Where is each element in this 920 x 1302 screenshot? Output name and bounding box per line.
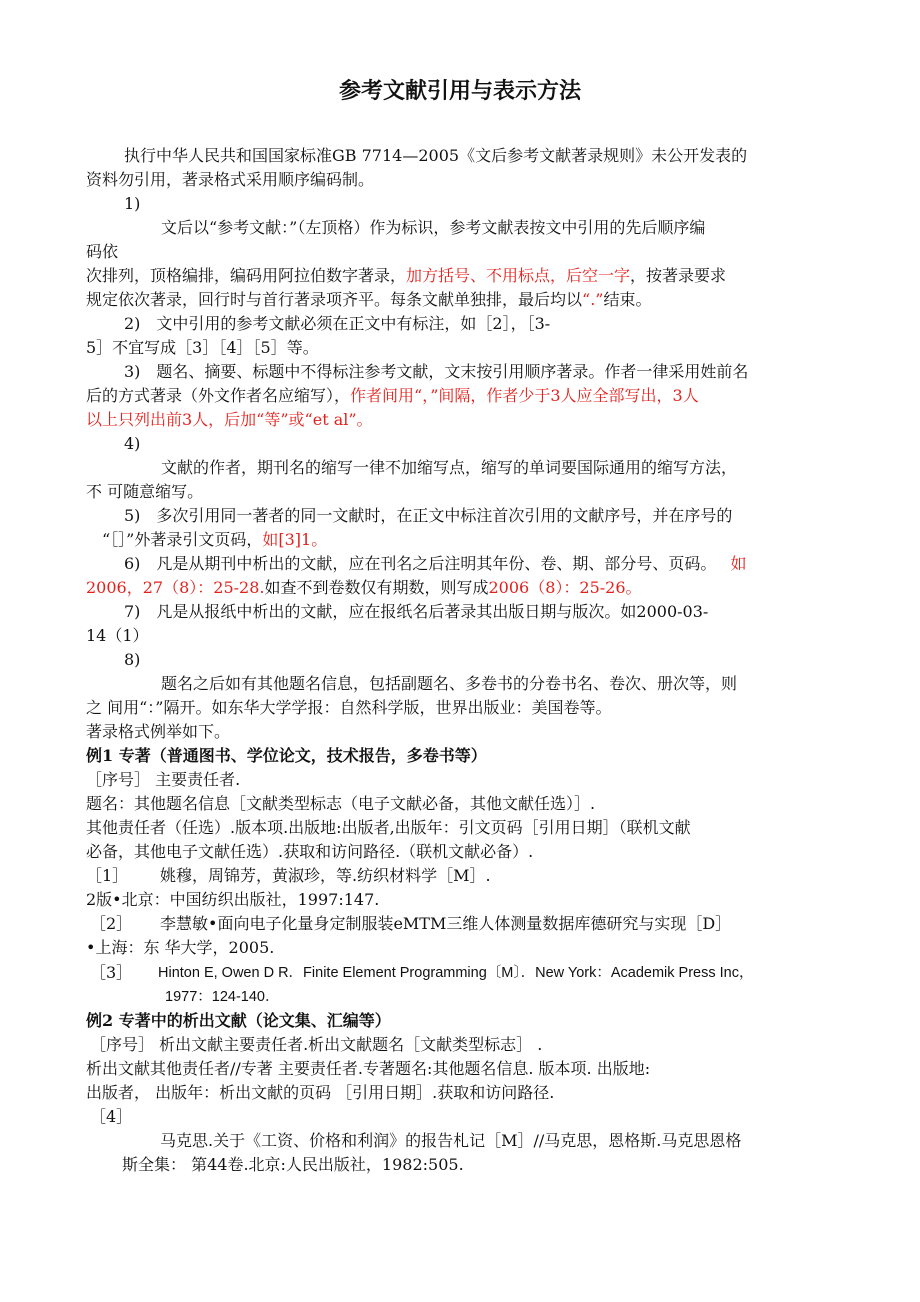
rule-6-line-1-text: 6) 凡是从期刊中析出的文献，应在刊名之后注明其年份、卷、期、部分号、页码。 <box>124 554 717 573</box>
reference-2-line-1: 李慧敏•面向电子化量身定制服装eMTM三维人体测量数据库德研究与实现［D］ <box>160 914 732 933</box>
rule-2-line-1: 2) 文中引用的参考文献必须在正文中有标注，如［2］，［3- <box>124 314 551 333</box>
rule-6-line-2 <box>86 577 642 599</box>
reference-3-line-2: 1977：124-140． <box>165 989 280 1005</box>
page-title: 参考文献引用与表示方法 <box>338 79 581 104</box>
rule-1-line-1: 文后以“参考文献：”（左顶格）作为标识，参考文献表按文中引用的先后顺序编 <box>161 218 706 237</box>
rule-1-line-4-tail: 结束。 <box>603 290 652 309</box>
rule-5-line-2-text: “［］”外著录引文页码， <box>102 530 263 549</box>
reference-1-number: ［1］ <box>86 866 129 885</box>
rule-3-line-2 <box>86 385 699 407</box>
example-2-line-1: ［序号］ 析出文献主要责任者.析出文献题名［文献类型标志］ . <box>90 1035 543 1054</box>
rule-6-example-label: 如 <box>730 554 747 573</box>
rule-8-number: 8) <box>124 650 141 669</box>
rule-5-line-1: 5) 多次引用同一著者的同一文献时，在正文中标注首次引用的文献序号，并在序号的 <box>124 506 733 525</box>
example-1-heading: 例1 专著（普通图书、学位论文，技术报告，多卷书等） <box>86 746 487 765</box>
rule-1-line-4 <box>86 289 651 311</box>
example-1-line-1: ［序号］ 主要责任者. <box>86 770 241 789</box>
rule-1-line-3-text: 次排列，顶格编排，编码用阿拉伯数字著录， <box>86 266 407 285</box>
reference-1-line-1: 姚穆，周锦芳，黄淑珍，等.纺织材料学［M］. <box>160 866 491 885</box>
reference-1-line-2: 2版•北京：中国纺织出版社，1997:147. <box>86 890 380 909</box>
example-2-line-2: 析出文献其他责任者//专著 主要责任者.专著题名:其他题名信息. 版本项. 出版地: <box>86 1059 651 1078</box>
rule-1-line-3-tail: ，按著录要求 <box>630 266 727 285</box>
reference-3-number: ［3］ <box>90 963 133 982</box>
reference-4-number: ［4］ <box>90 1107 133 1126</box>
reference-3-line-1: Hinton E, Owen D R．Finite Element Programming〔M〕．New York：Academik Press Inc， <box>158 965 754 981</box>
rule-7-line-1: 7) 凡是从报纸中析出的文献，应在报纸名后著录其出版日期与版次。如2000-03- <box>124 602 709 621</box>
intro-line-2: 资料勿引用，著录格式采用顺序编码制。 <box>86 170 375 189</box>
rule-4-line-1: 文献的作者，期刊名的缩写一律不加缩写点，缩写的单词要国际通用的缩写方法， <box>161 458 738 477</box>
reference-2-number: ［2］ <box>90 914 133 933</box>
rule-3-line-2-text: 后的方式著录（外文作者名应缩写）， <box>86 386 351 405</box>
example-1-line-3: 其他责任者（任选）.版本项.出版地:出版者,出版年：引文页码［引用日期］（联机文献 <box>86 818 691 837</box>
rule-5-example: 如[3]1。 <box>262 530 328 549</box>
rule-6-line-2-text: 如查不到卷数仅有期数，则写成 <box>264 578 489 597</box>
rule-1-line-4-text: 规定依次著录，回行时与首行著录项齐平。每条文献单独排，最后均以 <box>86 290 583 309</box>
example-2-line-3: 出版者， 出版年：析出文献的页码 ［引用日期］.获取和访问路径. <box>86 1083 555 1102</box>
rule-6-example-1: 2006，27（8）：25-28. <box>86 578 265 597</box>
rule-1-period-mark: “.” <box>582 290 604 309</box>
rule-1-line-2: 码依 <box>86 242 119 261</box>
rule-1-line-3 <box>86 265 726 287</box>
rule-1-emphasis: 加方括号、不用标点，后空一字 <box>406 266 631 285</box>
intro-line-1: 执行中华人民共和国国家标准GB 7714—2005《文后参考文献著录规则》未公开发表的 <box>124 146 748 165</box>
rule-3-emphasis: 作者间用“，”间隔，作者少于3人应全部写出，3人 <box>350 386 699 405</box>
rule-2-line-2: 5］不宜写成［3］［4］［5］等。 <box>86 338 319 357</box>
reference-4-line-1: 马克思.关于《工资、价格和利润》的报告札记［M］//马克思，恩格斯.马克思恩格 <box>160 1131 742 1150</box>
rule-7-line-2: 14（1） <box>86 626 149 645</box>
example-1-line-2: 题名：其他题名信息［文献类型标志（电子文献必备，其他文献任选）］. <box>86 794 596 813</box>
rule-3-line-3: 以上只列出前3人，后加“等”或“et al”。 <box>86 410 373 429</box>
rule-8-line-1: 题名之后如有其他题名信息，包括副题名、多卷书的分卷书名、卷次、册次等，则 <box>161 674 738 693</box>
example-1-line-4: 必备，其他电子文献任选）.获取和访问路径.（联机文献必备）. <box>86 842 534 861</box>
example-2-heading: 例2 专著中的析出文献（论文集、汇编等） <box>86 1011 391 1030</box>
rule-6-example-2: 2006（8）：25-26。 <box>488 578 642 597</box>
rule-3-line-1: 3) 题名、摘要、标题中不得标注参考文献，文末按引用顺序著录。作者一律采用姓前名 <box>124 362 749 381</box>
reference-2-line-2: •上海：东 华大学，2005. <box>86 938 275 957</box>
reference-4-line-2: 斯全集： 第44卷.北京:人民出版社，1982:505. <box>122 1155 464 1174</box>
rule-4-number: 4) <box>124 434 141 453</box>
format-note: 著录格式例举如下。 <box>86 722 231 741</box>
rule-8-line-2: 之 间用“：”隔开。如东华大学学报：自然科学版，世界出版业：美国卷等。 <box>86 698 612 717</box>
rule-4-line-2: 不 可随意缩写。 <box>86 482 204 501</box>
rule-5-line-2 <box>102 529 327 551</box>
rule-1-number: 1) <box>124 194 141 213</box>
rule-6-line-1 <box>124 553 746 575</box>
